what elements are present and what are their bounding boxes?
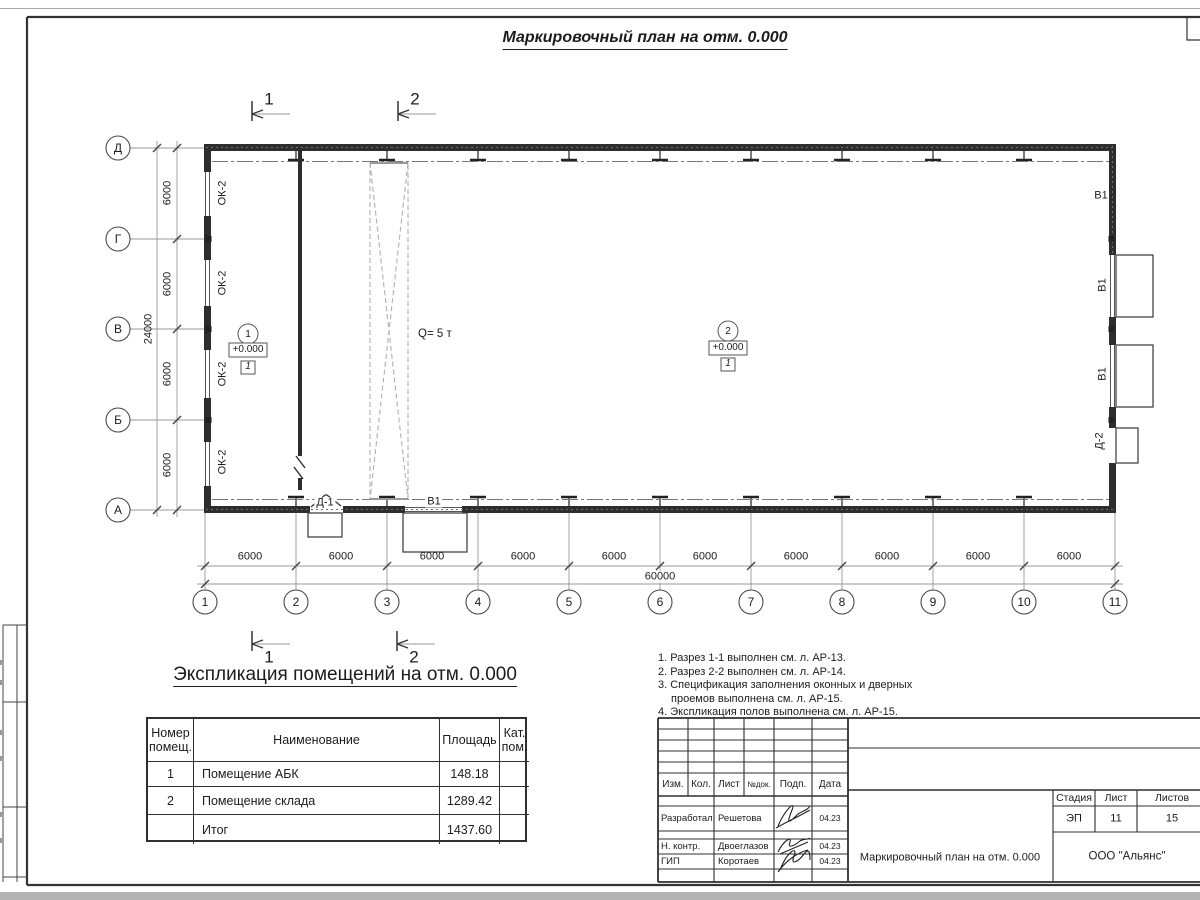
stamp-header-ndoc: №док. [747, 780, 771, 789]
h-dim-9: 6000 [965, 550, 991, 563]
h-dim-3: 6000 [419, 550, 445, 563]
room-markers [229, 321, 747, 374]
v-dim-1: 6000 [161, 180, 174, 206]
room-1-number: 1 [245, 327, 251, 340]
axis-bubble-6: 6 [656, 595, 664, 609]
v-dim-2: 6000 [161, 271, 174, 297]
stamp-doc-title: Маркировочный план на отм. 0.000 [859, 851, 1041, 864]
table-cell-name: Помещение АБК [194, 762, 440, 787]
stamp-organization: ООО "Альянс" [1088, 850, 1166, 863]
table-cell-area: 148.18 [440, 762, 500, 787]
axis-bubble-9: 9 [929, 595, 937, 609]
axis-bubble-10: 10 [1017, 595, 1031, 609]
h-dim-6: 6000 [692, 550, 718, 563]
window-ok2-label-1: ОК-2 [216, 180, 229, 206]
gate-b1-right-mid-label: В1 [1096, 278, 1109, 292]
col-header-category: Кат. пом. [500, 719, 529, 762]
table-cell-area: 1289.42 [440, 787, 500, 815]
axis-bubble-2: 2 [292, 595, 300, 609]
note-line: 2. Разрез 2-2 выполнен см. л. АР-14. [658, 665, 846, 678]
axis-bubbles [106, 136, 1127, 614]
door-d1-label: Д-1 [316, 496, 334, 509]
section-mark-2-bottom: 2 [409, 647, 419, 667]
col-header-area: Площадь [440, 719, 500, 762]
window-ok2-label-2: ОК-2 [216, 270, 229, 296]
table-cell-cat [500, 815, 529, 844]
table-cell-num: 1 [148, 762, 194, 787]
table-cell-cat [500, 787, 529, 815]
sheet-title: Маркировочный план на отм. 0.000 [502, 30, 787, 50]
screen-edge-shadow [0, 892, 1200, 900]
stamp-header-data: Дата [818, 779, 842, 790]
axis-bubble-5: 5 [565, 595, 573, 609]
h-dim-5: 6000 [601, 550, 627, 563]
table-cell-name: Итог [194, 815, 440, 844]
drawing-notes [658, 652, 912, 720]
note-line: 3. Спецификация заполнения оконных и дверных [658, 679, 913, 691]
stamp-date-ncontrol: 04.23 [819, 840, 841, 851]
axis-bubble-8: 8 [838, 595, 846, 609]
wall-panel-texture [206, 146, 1114, 510]
stamp-header-izm: Изм. [662, 779, 684, 790]
axis-bubble-7: 7 [747, 595, 755, 609]
building-walls [204, 144, 1116, 513]
table-cell-cat [500, 762, 529, 787]
stamp-header-kol: Кол. [691, 779, 711, 790]
stamp-role-developer: Разработал [661, 813, 713, 824]
v-dim-4: 6000 [161, 452, 174, 478]
room-2-floor-type: 1 [725, 358, 731, 369]
gate-b1-bottom-label: В1 [427, 495, 441, 508]
stamp-stage-value: ЭП [1066, 812, 1082, 825]
column-marks [206, 151, 1115, 506]
h-dim-8: 6000 [874, 550, 900, 563]
table-cell-num: 2 [148, 787, 194, 815]
crane-runway-lines [212, 162, 1109, 500]
v-dim-3: 6000 [161, 361, 174, 387]
stamp-header-list: Лист [718, 779, 740, 790]
note-line: 4. Экспликация полов выполнена см. л. АР-15. [658, 706, 898, 718]
axis-bubble-a: А [113, 503, 123, 517]
stamp-name-developer: Решетова [718, 813, 762, 824]
window-ok2-label-3: ОК-2 [216, 361, 229, 387]
explication-title: Экспликация помещений на отм. 0.000 [173, 664, 517, 685]
note-line: проемов выполнена см. л. АР-15. [671, 692, 843, 705]
partition-wall [294, 151, 305, 490]
room-1-floor-type: 1 [245, 361, 251, 372]
stamp-sheet-value: 11 [1110, 812, 1122, 825]
axis-bubble-4: 4 [474, 595, 482, 609]
crane-capacity-label: Q= 5 т [418, 328, 452, 340]
axes-and-dimensions [130, 141, 1123, 590]
signature-ncontrol [778, 838, 810, 854]
room-2-number: 2 [725, 324, 731, 337]
room-2-elevation: +0.000 [712, 342, 744, 353]
h-dim-1: 6000 [237, 550, 263, 563]
door-d2-label: Д-2 [1093, 432, 1106, 450]
axis-bubble-1: 1 [201, 595, 209, 609]
axis-bubble-11: 11 [1108, 595, 1122, 609]
axis-bubble-v: В [113, 322, 123, 336]
stamp-sheets-label: Листов [1154, 791, 1190, 804]
h-dim-total: 60000 [644, 570, 676, 583]
axis-bubble-d: Д [113, 141, 123, 155]
stamp-sheet-label: Лист [1104, 791, 1128, 804]
dimension-ticks [153, 144, 1119, 588]
col-header-name: Наименование [194, 719, 440, 762]
h-dim-4: 6000 [510, 550, 536, 563]
stamp-date-gip: 04.23 [819, 855, 841, 866]
crane-zone [370, 163, 408, 499]
axis-bubble-g: Г [114, 232, 122, 246]
axis-bubble-3: 3 [383, 595, 391, 609]
table-cell-num [148, 815, 194, 844]
window-openings [206, 172, 1115, 512]
v-dim-total: 24000 [142, 313, 155, 345]
h-dim-2: 6000 [328, 550, 354, 563]
section-mark-2-top: 2 [410, 89, 420, 109]
h-dim-10: 6000 [1056, 550, 1082, 563]
explication-table [146, 717, 527, 842]
stamp-name-gip: Коротаев [718, 856, 760, 867]
table-cell-name: Помещение склада [194, 787, 440, 815]
section-mark-1-top: 1 [264, 89, 274, 109]
stamp-stage-label: Стадия [1056, 791, 1092, 804]
gate-b1-right-low-label: В1 [1096, 367, 1109, 381]
stamp-name-ncontrol: Двоеглазов [718, 841, 769, 852]
gate-b1-right-top-label: В1 [1094, 189, 1108, 202]
signature-developer [776, 806, 810, 828]
table-cell-area: 1437.60 [440, 815, 500, 844]
stamp-role-gip: ГИП [661, 856, 680, 867]
note-line: 1. Разрез 1-1 выполнен см. л. АР-13. [658, 652, 846, 664]
axis-bubble-b: Б [114, 413, 122, 427]
stamp-sheets-value: 15 [1165, 812, 1179, 825]
window-ok2-label-4: ОК-2 [216, 449, 229, 475]
room-1-elevation: +0.000 [232, 344, 264, 355]
section-mark-1-bottom: 1 [264, 647, 274, 667]
stamp-date-developer: 04.23 [819, 812, 841, 823]
stamp-role-ncontrol: Н. контр. [661, 841, 701, 852]
h-dim-7: 6000 [783, 550, 809, 563]
col-header-number: Номер помещ. [148, 719, 194, 762]
stamp-header-podp: Подп. [779, 779, 807, 790]
